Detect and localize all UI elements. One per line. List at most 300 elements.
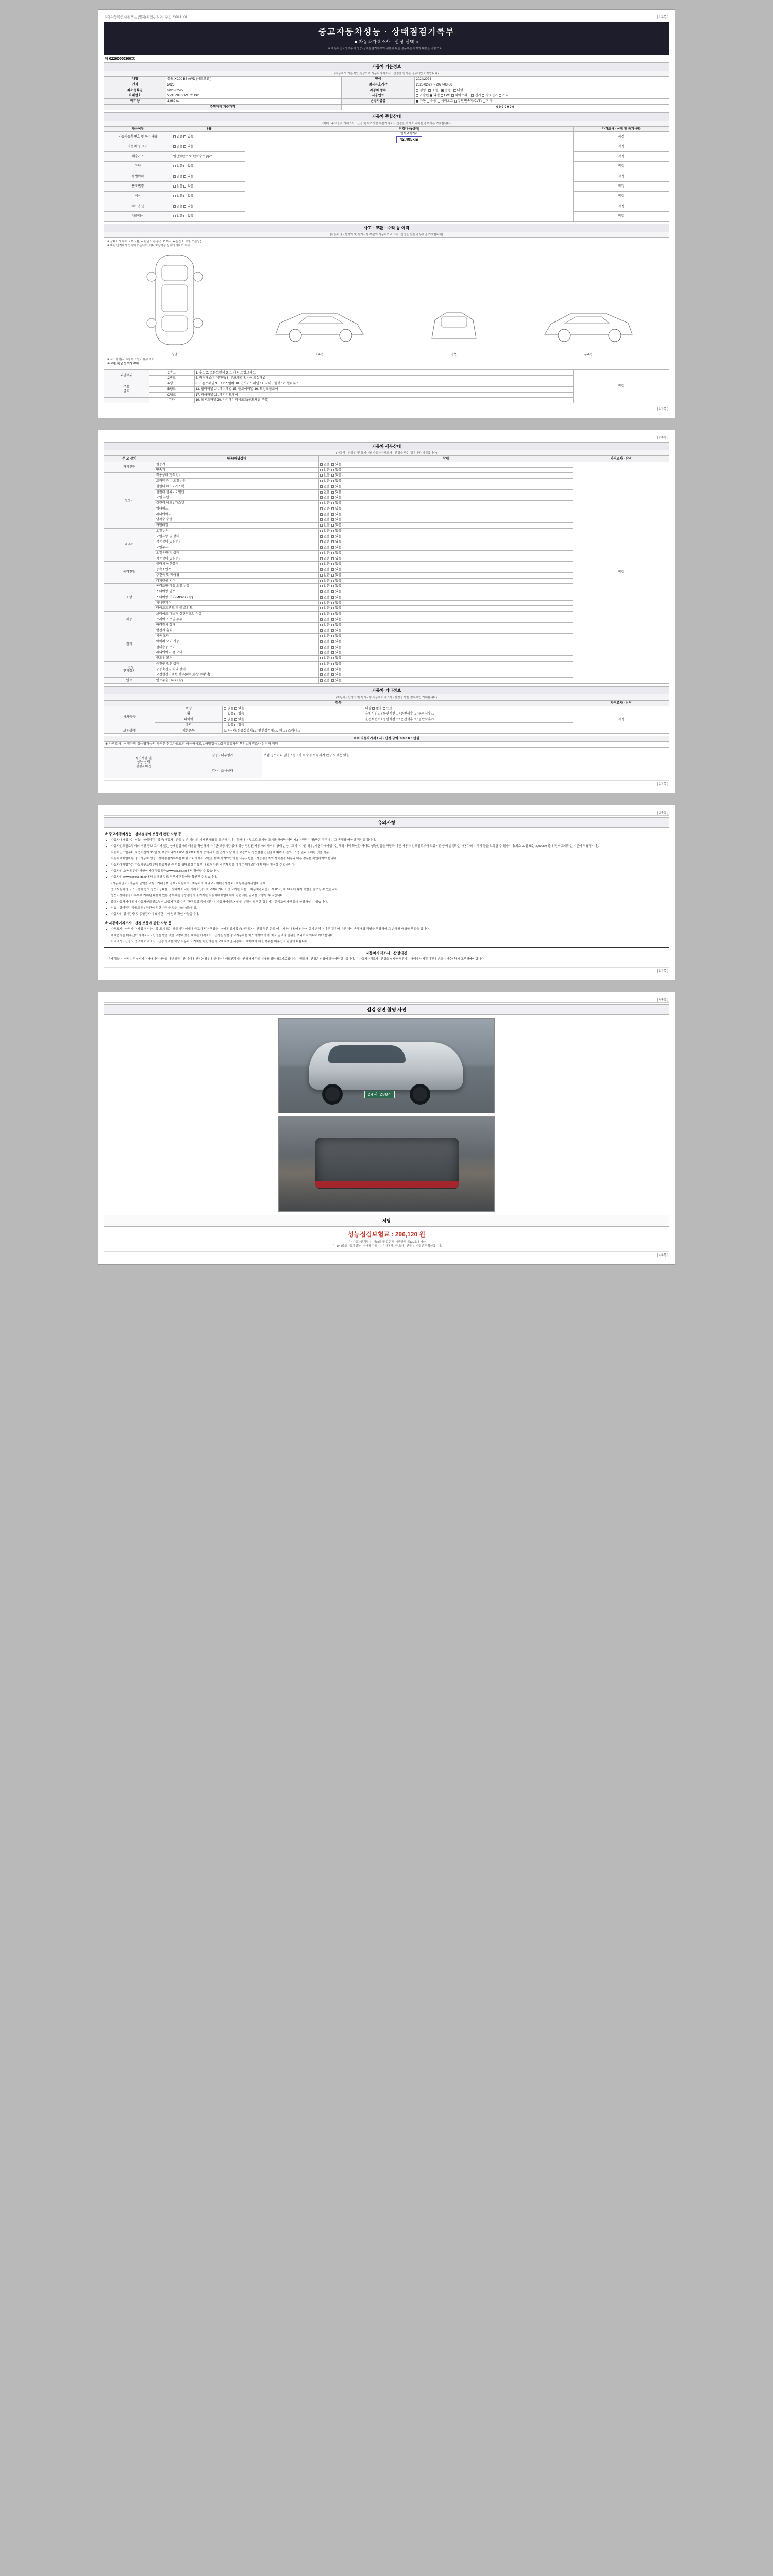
checkbox-ok[interactable]: 없음 bbox=[320, 568, 330, 571]
checkbox-ng2[interactable]: 있음 bbox=[383, 707, 393, 710]
detail-item-label: 실내송풍 모터 bbox=[155, 645, 318, 650]
detail-item-options bbox=[318, 501, 573, 506]
overall-row-2-content: 일산화탄소 % 탄화수소 ppm bbox=[172, 151, 245, 161]
terms-item: • 자동차인도일로부터의 거짓 정보 고지가 있는 상태점검자의 내용을 확인하지 아니한 보증기간 중에 성능 점검된 자동차의 시비의 상태 손상 · 교체가 다른 경우, 자동차매매업자는 해당 내역 확인한 바대로 성능점검을 해당과 다른 자동차 인도일로부터 보증기간 중에 발생하는 자동차의 수리비 등을 보상할 수 있습니다(최소 30일 또는 2,000km 중에 먼저 도래하는 기준이 적용됩니다). bbox=[111, 844, 669, 849]
table-row bbox=[104, 88, 669, 93]
overall-row-3-judge: 적정 bbox=[573, 162, 669, 172]
checkbox-ng[interactable]: 있음 bbox=[331, 618, 341, 621]
checkbox-fuel-0[interactable]: 가솔린 bbox=[416, 94, 429, 97]
parts-group-2 bbox=[104, 398, 149, 403]
checkbox-ng[interactable]: 있음 bbox=[331, 584, 341, 588]
table-row bbox=[104, 462, 669, 467]
checkbox-ng[interactable]: 있음 bbox=[331, 568, 341, 571]
terms-list-2 bbox=[104, 927, 669, 944]
accident-parts-title: ※ 교환, 판금 등 이상 부위 bbox=[107, 362, 139, 366]
page-topbar bbox=[104, 14, 669, 20]
overall-head-2: 점검내용(상태) bbox=[245, 126, 573, 132]
diagram-front-view bbox=[426, 302, 482, 357]
detail-item-label: 오일 유량 bbox=[155, 495, 318, 501]
overall-row-6-content bbox=[172, 192, 245, 201]
detail-item-options bbox=[318, 528, 573, 534]
checkbox-ng[interactable]: 있음 bbox=[331, 562, 341, 566]
overall-head-3: 가격조사 · 산정 및 특기사항 bbox=[573, 126, 669, 132]
detail-item-label: 오일누유 bbox=[155, 545, 318, 551]
detail-item-options bbox=[318, 678, 573, 684]
photos-footnote-1: 「 * 자동차관리법 」 제58조 및 같은 법 시행규칙 제130조에 따라 bbox=[347, 1240, 426, 1244]
checkbox-ok[interactable]: 없음 bbox=[173, 135, 183, 139]
overall-row-5-judge: 적정 bbox=[573, 181, 669, 191]
page-3-topbar bbox=[104, 809, 669, 816]
overall-row-7-content bbox=[172, 201, 245, 211]
detail-item-options bbox=[318, 473, 573, 479]
photos-title: 점검 장면 촬영 사진 bbox=[104, 1004, 669, 1015]
checkbox-ok[interactable]: 없음 bbox=[224, 718, 233, 721]
document-description: ※ 자동차인도일로부터 성능·상태점검기록부의 내용과 다른 경우에는 아래의 내용을 바탕으로 ... bbox=[328, 47, 445, 50]
checkbox-ng[interactable]: 있음 bbox=[183, 205, 193, 208]
parts-text-1-1: 13. 필러패널 14. 대쉬패널 15. 플로어패널 16. 트렁크플로어 bbox=[194, 386, 573, 392]
checkbox-ng[interactable]: 있음 bbox=[331, 546, 341, 549]
detail-table-body bbox=[104, 462, 669, 683]
table-row bbox=[104, 77, 669, 82]
checkbox-ng[interactable]: 있음 bbox=[183, 184, 193, 188]
detail-item-options bbox=[318, 517, 573, 523]
table-header-row bbox=[104, 126, 669, 132]
checkbox-ok[interactable]: 없음 bbox=[224, 712, 233, 716]
checkbox-ng[interactable]: 있음 bbox=[234, 718, 244, 721]
checkbox-ng[interactable]: 있음 bbox=[331, 513, 341, 516]
checkbox-cartype-3[interactable]: 대형 bbox=[453, 89, 463, 92]
checkbox-ok[interactable]: 없음 bbox=[320, 623, 330, 627]
checkbox-ng[interactable]: 있음 bbox=[331, 535, 341, 538]
detail-item-label: 연료누출(LPG포함) bbox=[155, 678, 318, 684]
terms-item: • 성능 · 상태점검 국토교통부장관이 정한 자격을 갖춘 자의 성능점검. bbox=[111, 906, 669, 911]
basic-value-cartype bbox=[415, 88, 669, 93]
checkbox-ng[interactable]: 있음 bbox=[331, 634, 341, 638]
checkbox-ok[interactable]: 없음 bbox=[320, 584, 330, 588]
checkbox-ng[interactable]: 있음 bbox=[331, 523, 341, 527]
page-4-topbar-tag: [ 4/4쪽 ] bbox=[657, 997, 668, 1002]
detail-group-4: 조향 bbox=[104, 584, 155, 612]
checkbox-ok[interactable]: 없음 bbox=[320, 468, 330, 472]
checkbox-ok[interactable]: 없음 bbox=[320, 473, 330, 477]
overall-row-0-label: 자동차등록번호 및 특기사항 bbox=[104, 132, 172, 142]
etc-row-3-opts bbox=[223, 722, 364, 728]
checkbox-ok[interactable]: 없음 bbox=[173, 145, 183, 148]
checkbox-ok[interactable]: 없음 bbox=[320, 479, 330, 483]
checkbox-ok[interactable]: 없음 bbox=[320, 562, 330, 566]
detail-item-options bbox=[318, 495, 573, 501]
detail-item-label: 클러치 어셈블리 bbox=[155, 562, 318, 567]
terms-item: • 매매업자는 매수인이 가격조사 · 산정을 받을 것을 요청하였을 때에는 가격조사 · 산정을 받은 중고자동차를 매도하여야 하며, 매도 금액의 범위를 초과하지 아니하여야 합니다. bbox=[111, 934, 669, 938]
terms-item: • 자동차의 소음에 관한 사항이 자동차등록증(www.car.go.kr)에서 확인할 수 있습니다. bbox=[111, 869, 669, 874]
detail-item-options bbox=[318, 484, 573, 489]
checkbox-ok[interactable]: 없음 bbox=[320, 634, 330, 638]
terms-item: • 자동차의 www.car365.go.kr에서 실행할 것도 정부기관 확인할 확인된 수 있습니다. bbox=[111, 875, 669, 880]
detail-item-label: 실린더 블록 / 오일팬 bbox=[155, 489, 318, 495]
section-sub-accident: (자동차의 · 산정의 및 특기사항 부분의 자동차가격조사 · 산정을 받는 경우에만 기재합니다) bbox=[104, 232, 669, 238]
basic-value-year: 2024/2024 bbox=[415, 77, 669, 82]
checkbox-ng[interactable]: 있음 bbox=[331, 518, 341, 521]
checkbox-ok[interactable]: 없음 bbox=[320, 573, 330, 577]
page-2-footer-tag: [ 2/4쪽 ] bbox=[657, 782, 668, 786]
overall-row-3-content bbox=[172, 162, 245, 172]
checkbox-ng[interactable]: 있음 bbox=[331, 612, 341, 616]
detail-item-label: 등속조인트 bbox=[155, 567, 318, 573]
checkbox-ok[interactable]: 없음 bbox=[173, 175, 183, 178]
checkbox-ng[interactable]: 있음 bbox=[331, 651, 341, 654]
detail-item-label: 고전원전기배선 상태(피복,손상,주황색) bbox=[155, 672, 318, 678]
table-row bbox=[104, 82, 669, 88]
basic-value-displacement: 1,969 cc bbox=[166, 99, 341, 105]
checkbox-ok[interactable]: 없음 bbox=[320, 668, 330, 671]
detail-item-label: 라디에이터 팬 모터 bbox=[155, 650, 318, 656]
page-3-topbar-tag: [ 3/4쪽 ] bbox=[657, 810, 668, 815]
checkbox-ok[interactable]: 없음 bbox=[320, 651, 330, 654]
checkbox-fuel-3[interactable]: 하이브리드 bbox=[451, 94, 470, 97]
page-1-footer-tag: [ 1/4쪽 ] bbox=[657, 407, 668, 411]
checkbox-ng[interactable]: 있음 bbox=[183, 135, 193, 139]
checkbox-ng[interactable]: 있음 bbox=[331, 646, 341, 649]
etc-row-4-label: 기본품목 bbox=[155, 728, 223, 734]
detail-item-label: 워터펌프 bbox=[155, 506, 318, 512]
checkbox-ok[interactable]: 없음 bbox=[320, 463, 330, 466]
checkbox-ng[interactable]: 있음 bbox=[234, 712, 244, 716]
overall-row-8-label: 리콜대상 bbox=[104, 211, 172, 221]
opinion-sub-label-2: 검사 · 조사상태 bbox=[183, 765, 262, 778]
checkbox-ng[interactable]: 있음 bbox=[331, 573, 341, 577]
table-header-row bbox=[104, 700, 669, 706]
detail-item-options bbox=[318, 545, 573, 551]
overall-row-0-judge: 적정 bbox=[573, 132, 669, 142]
overall-row-6-judge: 적정 bbox=[573, 192, 669, 201]
checkbox-ng[interactable]: 있음 bbox=[331, 490, 341, 494]
section-sub-detail: (자동차 · 산정의 및 특기사항 자동차가격조사 · 산정을 받는 경우에만 기재합니다) bbox=[104, 450, 669, 456]
basic-label-carname: 차명 bbox=[104, 77, 166, 82]
checkbox-ng[interactable]: 있음 bbox=[331, 623, 341, 627]
basic-label-cartype: 자동차 종류 bbox=[341, 88, 415, 93]
detail-item-label: 시동 모터 bbox=[155, 634, 318, 639]
checkbox-ng[interactable]: 있음 bbox=[331, 668, 341, 671]
parts-text-0-1: 5. 쿼터패널(리어휀더) 6. 루프패널 7. 사이드실패널 bbox=[194, 376, 573, 381]
price-table bbox=[104, 736, 669, 778]
checkbox-trans-0[interactable]: 자동 bbox=[416, 99, 426, 103]
detail-item-label: 라디에이터 bbox=[155, 512, 318, 517]
detail-item-options bbox=[318, 479, 573, 484]
detail-item-label: 디퍼렌셜 기어 bbox=[155, 578, 318, 584]
basic-value-carname: 볼보 XC90 B6 AWD (세트모델 ) bbox=[166, 77, 341, 82]
checkbox-ng[interactable]: 있음 bbox=[331, 529, 341, 533]
checkbox-ng[interactable]: 있음 bbox=[331, 640, 341, 643]
parts-text-0-0: 1. 후드 2. 프론트휀더 3. 도어 4. 트렁크리드 bbox=[194, 370, 573, 376]
table-row bbox=[104, 132, 669, 142]
diagram-caption-front: 전면 bbox=[451, 353, 457, 357]
detail-item-label: 동력조향 작동 오일 누유 bbox=[155, 584, 318, 589]
detail-item-options bbox=[318, 661, 573, 667]
etc-head-0: 항목 bbox=[104, 700, 573, 706]
checkbox-ok[interactable]: 없음 bbox=[320, 490, 330, 494]
checkbox-ok[interactable]: 없음 bbox=[320, 535, 330, 538]
photos-container bbox=[104, 1015, 669, 1215]
detail-item-options bbox=[318, 572, 573, 578]
etc-row-2-label: 타이어 bbox=[155, 717, 223, 723]
detail-table bbox=[104, 456, 669, 684]
checkbox-ng[interactable]: 있음 bbox=[331, 507, 341, 511]
photo-car-glass bbox=[328, 1045, 406, 1063]
insurance-fee: 성능점검보험료 : 296,120 원 bbox=[347, 1230, 426, 1238]
etc-row-4-extra: 보유상태(취급설명서)□ / 안전삼각대 □ / 잭 □ / 스패너 □ bbox=[223, 728, 573, 734]
detail-item-options bbox=[318, 606, 573, 612]
page-4-topbar bbox=[104, 996, 669, 1003]
checkbox-ok[interactable]: 없음 bbox=[320, 523, 330, 527]
checkbox-ok[interactable]: 없음 bbox=[320, 646, 330, 649]
checkbox-fuel-6[interactable]: 기타 bbox=[499, 94, 509, 97]
basic-value-transmission bbox=[415, 99, 669, 105]
etc-row-0-opts2 bbox=[364, 706, 573, 711]
checkbox-ok[interactable]: 없음 bbox=[320, 606, 330, 610]
checkbox-ok[interactable]: 없음 bbox=[173, 214, 183, 218]
parts-text-1-2: 17. 리어패널 18. 패키지트레이 bbox=[194, 392, 573, 398]
checkbox-ng[interactable]: 있음 bbox=[183, 164, 193, 168]
basic-value-fuel bbox=[415, 93, 669, 99]
checkbox-ok[interactable]: 없음 bbox=[320, 513, 330, 516]
detail-item-label: 추진축 및 베어링 bbox=[155, 572, 318, 578]
detail-item-options bbox=[318, 578, 573, 584]
etc-row-1-opts bbox=[223, 711, 364, 717]
checkbox-ok[interactable]: 없음 bbox=[320, 507, 330, 511]
checkbox-ok[interactable]: 없음 bbox=[320, 629, 330, 632]
detail-head-1: 항목/해당상태 bbox=[155, 456, 318, 462]
checkbox-ng[interactable]: 있음 bbox=[183, 194, 193, 198]
overall-row-5-content bbox=[172, 181, 245, 191]
diagram-caption-right: 우측면 bbox=[584, 353, 593, 357]
overall-table bbox=[104, 126, 669, 222]
etc-row-0-opts bbox=[223, 706, 364, 711]
checkbox-trans-3[interactable]: 무단변속기(CVT) bbox=[454, 99, 481, 103]
checkbox-ng[interactable]: 있음 bbox=[183, 175, 193, 178]
overall-row-8-judge: 적정 bbox=[573, 211, 669, 221]
terms-item: • 중고자동차거래에서 자동차인도일로부터 보증기간 중 수리 관련 보상 등에 대하여 자동차매매업자와의 분쟁이 발생한 경우에는 한국소비자원 등에 상담하실 수 있습니다. bbox=[111, 900, 669, 905]
checkbox-ok[interactable]: 없음 bbox=[320, 618, 330, 621]
checkbox-fuel-1[interactable]: 디젤 bbox=[430, 94, 440, 97]
checkbox-trans-4[interactable]: 기타 bbox=[483, 99, 493, 103]
overall-row-4-judge: 적정 bbox=[573, 172, 669, 181]
checkbox-ng[interactable]: 있음 bbox=[331, 662, 341, 666]
checkbox-cartype-2[interactable]: 중형 bbox=[441, 89, 451, 92]
detail-item-label: 브레이크 마스터 실린더오일 누유 bbox=[155, 612, 318, 617]
overall-row-1-content bbox=[172, 142, 245, 151]
opinion-label: 특기사항 및 성능·상태 점검자의견 bbox=[104, 747, 183, 778]
checkbox-ng[interactable]: 있음 bbox=[331, 557, 341, 561]
checkbox-fuel-5[interactable]: 수소전기 bbox=[482, 94, 498, 97]
checkbox-trans-1[interactable]: 수동 bbox=[427, 99, 436, 103]
checkbox-ng[interactable]: 있음 bbox=[331, 590, 341, 594]
checkbox-ok[interactable]: 없음 bbox=[173, 205, 183, 208]
checkbox-fuel-4[interactable]: 전기 bbox=[471, 94, 481, 97]
section-title-etc: 자동차 기타정보 bbox=[104, 686, 669, 694]
photo-red-trim bbox=[315, 1181, 459, 1188]
checkbox-ng[interactable]: 있음 bbox=[331, 596, 341, 599]
checkbox-ng[interactable]: 있음 bbox=[331, 579, 341, 583]
checkbox-cartype-0[interactable]: 경형 bbox=[416, 89, 426, 92]
overall-row-1-label: 자동차 등 표기 bbox=[104, 142, 172, 151]
detail-item-options bbox=[318, 506, 573, 512]
checkbox-ng[interactable]: 있음 bbox=[331, 479, 341, 483]
accident-notice-2: ※ 파란 단계에서 등록이 기준되며, 기타 차량적성 상태에 정하여 표시 bbox=[107, 244, 190, 248]
checkbox-ok[interactable]: 없음 bbox=[320, 557, 330, 561]
detail-item-label: 스티어링 기어(MDPS포함) bbox=[155, 595, 318, 600]
checkbox-ok[interactable]: 없음 bbox=[173, 164, 183, 168]
checkbox-ok2[interactable]: 없음 bbox=[372, 707, 382, 710]
table-row bbox=[104, 99, 669, 105]
overall-row-6-label: 색상 bbox=[104, 192, 172, 201]
checkbox-ok[interactable]: 없음 bbox=[320, 601, 330, 605]
checkbox-ng[interactable]: 있음 bbox=[331, 501, 341, 505]
checkbox-ok[interactable]: 없음 bbox=[224, 707, 233, 710]
checkbox-ok[interactable]: 없음 bbox=[320, 518, 330, 521]
sheet-page-4 bbox=[98, 992, 675, 1265]
etc-head-3: 가격조사 · 산정 bbox=[573, 700, 669, 706]
overall-mileage-cell bbox=[245, 132, 573, 222]
detail-item-options bbox=[318, 672, 573, 678]
checkbox-ng[interactable]: 있음 bbox=[331, 463, 341, 466]
accident-notice-1: ※ 상태표시 부호 : ( X:교환, W:판금 또는 용접, C:부식, A:흠집, U:요철, T:손상 ) bbox=[107, 240, 201, 244]
opinion-text-2 bbox=[262, 765, 669, 778]
checkbox-ok[interactable]: 없음 bbox=[320, 501, 330, 505]
overall-row-5-label: 용도변경 bbox=[104, 181, 172, 191]
checkbox-ok[interactable]: 없음 bbox=[173, 194, 183, 198]
detail-item-label: 구동축전지 격리 상태 bbox=[155, 667, 318, 672]
detail-item-options bbox=[318, 600, 573, 606]
detail-item-options bbox=[318, 595, 573, 600]
checkbox-ok[interactable]: 없음 bbox=[320, 529, 330, 533]
table-row bbox=[104, 93, 669, 99]
overall-row-2-label: 배출가스 bbox=[104, 151, 172, 161]
checkbox-ok[interactable]: 없음 bbox=[320, 551, 330, 555]
photos-footnote-2: 「 [ 1/4 ]중고자동차성능 · 상태를 검토 」 「 자동차가격조사 · 산정 」 바랍인된 확인합니다. bbox=[331, 1245, 442, 1248]
checkbox-cartype-1[interactable]: 소형 bbox=[428, 89, 438, 92]
overall-row-4-content bbox=[172, 172, 245, 181]
detail-group-2: 변속기 bbox=[104, 528, 155, 562]
diagram-caption-left: 좌측면 bbox=[315, 353, 324, 357]
checkbox-ok[interactable]: 없음 bbox=[320, 679, 330, 682]
detail-group-5: 제동 bbox=[104, 612, 155, 628]
checkbox-ok[interactable]: 없음 bbox=[320, 579, 330, 583]
accident-judge: 적정 bbox=[573, 370, 669, 403]
checkbox-ng[interactable]: 있음 bbox=[183, 145, 193, 148]
etc-row-3-blank bbox=[364, 722, 573, 728]
checkbox-ok[interactable]: 없음 bbox=[173, 184, 183, 188]
etc-row-1-wheel: 운전석전 □ / 동반석전 □ / 운전석후 □ / 동반석후 □ bbox=[364, 711, 573, 717]
checkbox-ok[interactable]: 없음 bbox=[320, 540, 330, 544]
overall-row-7-label: 주요옵션 bbox=[104, 201, 172, 211]
overall-row-8-content bbox=[172, 211, 245, 221]
checkbox-ok[interactable]: 없음 bbox=[320, 546, 330, 549]
overall-mileage-caption: 현재 주행거리 bbox=[400, 132, 418, 136]
table-row bbox=[104, 747, 669, 765]
checkbox-ng[interactable]: 있음 bbox=[331, 468, 341, 472]
etc-group-condition: 사외품등 bbox=[104, 706, 155, 728]
document-subtitle: ■ 자동차가격조사 · 산정 선택 ○ bbox=[354, 39, 419, 44]
detail-item-options bbox=[318, 512, 573, 517]
checkbox-ng[interactable]: 있음 bbox=[331, 679, 341, 682]
checkbox-ok[interactable]: 없음 bbox=[320, 590, 330, 594]
checkbox-ng[interactable]: 있음 bbox=[331, 485, 341, 488]
parts-rank-1-2: C랭크 bbox=[149, 392, 194, 398]
checkbox-ok[interactable]: 없음 bbox=[320, 640, 330, 643]
parts-rank-0-0: 1랭크 bbox=[149, 370, 194, 376]
checkbox-ng[interactable]: 있음 bbox=[331, 496, 341, 499]
basic-label-mileage-standard: 주행거리 기준가격 bbox=[104, 104, 342, 110]
checkbox-ok[interactable]: 없음 bbox=[224, 723, 233, 727]
detail-group-8: 연료 bbox=[104, 678, 155, 684]
checkbox-ng[interactable]: 있음 bbox=[331, 606, 341, 610]
overall-row-2-judge: 적정 bbox=[573, 151, 669, 161]
detail-item-label: 피니언기어 bbox=[155, 600, 318, 606]
detail-item-options bbox=[318, 550, 573, 556]
checkbox-fuel-2[interactable]: LPG bbox=[441, 94, 450, 97]
checkbox-ng[interactable]: 있음 bbox=[331, 473, 341, 477]
checkbox-trans-2[interactable]: 세미오토 bbox=[438, 99, 453, 103]
detail-item-label: 발전기 출력 bbox=[155, 628, 318, 634]
overall-mileage-value: 42,405km bbox=[396, 136, 422, 143]
page-4-footer-tag: [ 4/4쪽 ] bbox=[657, 1253, 668, 1258]
detail-group-6: 전기 bbox=[104, 628, 155, 662]
terms-item: • 중고자동차의 구조 · 장치 등의 성능 · 상태를 고지하지 아니한 거래 거짓으로 고지하거나 거짓 고지한 자는 「자동차관리법」 제 80조, 제 82조에 따라 처벌을 받으실 수 있습니다. bbox=[111, 888, 669, 892]
terms-list-1 bbox=[104, 838, 669, 917]
accident-diagram-panel bbox=[104, 238, 669, 369]
detail-item-label: 브레이크 오일 누유 bbox=[155, 617, 318, 622]
checkbox-ng[interactable]: 있음 bbox=[234, 723, 244, 727]
photo-wheel-front bbox=[322, 1084, 343, 1105]
checkbox-ng[interactable]: 있음 bbox=[331, 540, 341, 544]
checkbox-ok[interactable]: 없음 bbox=[320, 673, 330, 676]
signature-row: 서명 bbox=[104, 1215, 669, 1227]
page-2-footer bbox=[104, 780, 669, 786]
diagram-right-view bbox=[540, 302, 637, 357]
checkbox-ng[interactable]: 있음 bbox=[331, 656, 341, 660]
photo-license-plate: 24서 2884 bbox=[364, 1091, 395, 1098]
checkbox-ok[interactable]: 없음 bbox=[320, 496, 330, 499]
basic-label-inspection: 검사유효기간 bbox=[341, 82, 415, 88]
checkbox-ng[interactable]: 있음 bbox=[183, 214, 193, 218]
detail-item-label: 오일유량 및 상태 bbox=[155, 550, 318, 556]
checkbox-ok[interactable]: 없음 bbox=[320, 662, 330, 666]
detail-item-options bbox=[318, 489, 573, 495]
diagram-top-view bbox=[136, 251, 213, 357]
parts-rank-0-1: 2랭크 bbox=[149, 376, 194, 381]
checkbox-ng[interactable]: 있음 bbox=[331, 551, 341, 555]
checkbox-ng[interactable]: 있음 bbox=[331, 601, 341, 605]
detail-item-label: 로커암 커버 오일누유 bbox=[155, 479, 318, 484]
checkbox-ok[interactable]: 없음 bbox=[320, 612, 330, 616]
table-row bbox=[104, 742, 669, 748]
checkbox-ng[interactable]: 있음 bbox=[331, 673, 341, 676]
diagram-caption-top: 상면 bbox=[172, 353, 177, 357]
checkbox-ok[interactable]: 없음 bbox=[320, 656, 330, 660]
topbar-left-text: 자동차등록증 사본 또는 (별지) 확인용 보이 / 주민 2020.11.01. bbox=[105, 15, 188, 19]
detail-item-label: 오일유량 및 상태 bbox=[155, 534, 318, 539]
basic-label-modelyear: 연식 bbox=[104, 82, 166, 88]
checkbox-ok[interactable]: 없음 bbox=[320, 596, 330, 599]
checkbox-ng[interactable]: 있음 bbox=[331, 629, 341, 632]
page-2-topbar-tag: [ 2/4쪽 ] bbox=[657, 436, 668, 440]
checkbox-ok[interactable]: 없음 bbox=[320, 485, 330, 488]
etc-row-3-label: 유리 bbox=[155, 722, 223, 728]
detail-item-label: 실린더 헤드 / 가스켓 bbox=[155, 501, 318, 506]
checkbox-ng[interactable]: 있음 bbox=[234, 707, 244, 710]
section-title-overall: 자동차 종합상태 bbox=[104, 112, 669, 121]
page-3-footer-tag: [ 3/4쪽 ] bbox=[657, 969, 668, 973]
